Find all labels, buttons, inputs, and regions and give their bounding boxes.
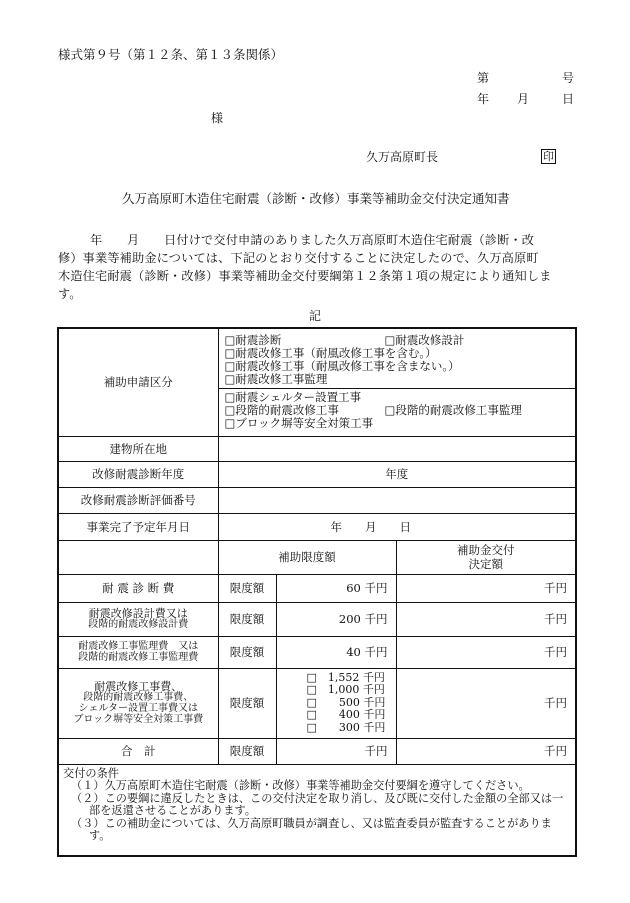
works-option[interactable]: □ 500 千円 [306, 695, 386, 709]
row-name-line: シェルター設置工事費又は [78, 703, 198, 714]
limit-word: 限度額 [218, 668, 276, 738]
limit-word: 限度額 [218, 738, 276, 764]
decision-header-line: 補助金交付 [457, 543, 515, 557]
row-name-line: 段階的耐震改修工事費、 [83, 692, 194, 703]
completion-row [58, 513, 576, 540]
row-name-line: ブロック塀等安全対策工事費 [73, 714, 204, 725]
location-value[interactable] [218, 436, 576, 461]
row-name [58, 636, 218, 668]
condition-item: （２）この要綱に違反したときは、この交付決定を取り消し、及び既に交付した金額の全部又は一部を返還させることがあります。 [71, 791, 564, 818]
limit-word: 限度額 [218, 574, 276, 602]
total-limit: 千円 [276, 738, 396, 764]
category-options [218, 328, 576, 436]
option-group-b [219, 391, 576, 430]
limit-word: 限度額 [218, 602, 276, 636]
conditions-title: 交付の条件 [63, 766, 119, 780]
addressee-suffix: 様 [211, 111, 224, 125]
body-line-1: 年 月 日付けで交付申請のありました久万高原町木造住宅耐震（診断・改 [90, 233, 535, 247]
option-checkbox[interactable]: □耐震改修工事監理 [224, 372, 328, 387]
decision-amount[interactable]: 千円 [396, 574, 576, 602]
option-checkbox[interactable]: □耐震改修設計 [384, 333, 465, 348]
option-checkbox[interactable]: □段階的耐震改修工事 [224, 403, 339, 418]
date-year: 年 [477, 92, 490, 106]
works-option[interactable]: □ 300 千円 [306, 720, 386, 734]
decision-amount[interactable]: 千円 [396, 668, 576, 738]
amount-row-works [58, 668, 576, 738]
body-line-2: 修）事業等補助金については、下記のとおり交付することに決定したので、久万高原町 [58, 251, 539, 265]
decision-header [396, 540, 576, 574]
amount-header-blank [58, 540, 218, 574]
issuer-name: 久万高原町長 [366, 150, 439, 164]
row-name-line: 耐震改修工事費、 [94, 680, 183, 693]
date-day: 日 [562, 92, 575, 106]
form-number: 様式第９号（第１２条、第１３条関係） [58, 47, 284, 62]
limit-amount: 40 千円 [276, 636, 396, 668]
completion-value[interactable]: 年 月 日 [218, 513, 576, 540]
condition-item: （１）久万高原町木造住宅耐震（診断・改修）事業等補助金交付要綱を遵守してください。 [71, 779, 530, 793]
subsidy-table [57, 327, 577, 857]
option-checkbox[interactable]: □耐震シェルター設置工事 [224, 390, 362, 405]
row-name-line: 段階的耐震改修工事監理費 [78, 652, 199, 663]
seal-mark: 印 [543, 150, 554, 163]
row-name-line: 耐震改修設計費又は [88, 607, 188, 620]
option-checkbox[interactable]: □耐震改修工事（耐風改修工事を含む。） [224, 346, 437, 361]
conditions-box [58, 764, 576, 856]
location-row [58, 436, 576, 461]
limit-word: 限度額 [218, 636, 276, 668]
row-name [58, 668, 218, 738]
eval-no-row [58, 487, 576, 513]
body-line-3: 木造住宅耐震（診断・改修）事業等補助金交付要綱第１２条第１項の規定により通知しま [58, 269, 552, 283]
option-checkbox[interactable]: □段階的耐震改修工事監理 [384, 403, 522, 418]
conditions-row [58, 764, 576, 856]
total-row [58, 738, 576, 764]
works-option[interactable]: □ 1,552 千円 [306, 670, 385, 684]
amount-row-supervision [58, 636, 576, 668]
works-option[interactable]: □ 400 千円 [306, 708, 386, 722]
decision-amount[interactable]: 千円 [396, 602, 576, 636]
option-checkbox[interactable]: □耐震診断 [224, 333, 282, 348]
row-name: 耐 震 診 断 費 [58, 574, 218, 602]
document-title: 久万高原町木造住宅耐震（診断・改修）事業等補助金交付決定通知書 [122, 191, 510, 206]
row-name-line: 段階的耐震改修設計費 [88, 619, 189, 630]
eval-no-value[interactable] [218, 487, 576, 513]
total-decision[interactable]: 千円 [396, 738, 576, 764]
option-divider [219, 388, 576, 389]
body-line-4: す。 [58, 287, 82, 301]
row-name-line: 耐震改修工事監理費 又は [78, 641, 199, 652]
category-row [58, 328, 576, 436]
works-option[interactable]: □ 1,000 千円 [306, 683, 385, 697]
decision-amount[interactable]: 千円 [396, 636, 576, 668]
diag-year-value[interactable]: 年度 [218, 461, 576, 487]
ki-heading: 記 [309, 309, 322, 323]
diag-year-label: 改修耐震診断年度 [58, 461, 218, 487]
option-checkbox[interactable]: □ブロック塀等安全対策工事 [224, 416, 374, 431]
eval-no-label: 改修耐震診断評価番号 [58, 487, 218, 513]
amount-header-row [58, 540, 576, 574]
condition-item: （３）この補助金については、久万高原町職員が調査し、又は監査委員が監査することがあります。 [71, 816, 552, 843]
limit-amount: 200 千円 [276, 602, 396, 636]
amount-row-diagnosis [58, 574, 576, 602]
option-checkbox[interactable]: □耐震改修工事（耐風改修工事を含まない。） [224, 359, 460, 374]
decision-header-line: 決定額 [468, 557, 503, 571]
completion-label: 事業完了予定年月日 [58, 513, 218, 540]
row-name [58, 602, 218, 636]
option-group-a [219, 334, 576, 386]
doc-number-suffix: 号 [562, 71, 575, 85]
total-label: 合 計 [58, 738, 218, 764]
date-month: 月 [517, 92, 530, 106]
category-label: 補助申請区分 [58, 328, 218, 436]
diag-year-row [58, 461, 576, 487]
doc-number-prefix: 第 [477, 71, 490, 85]
location-label: 建物所在地 [58, 436, 218, 461]
limit-header: 補助限度額 [218, 540, 396, 574]
works-limit-options [276, 668, 396, 738]
amount-row-design [58, 602, 576, 636]
limit-amount: 60 千円 [276, 574, 396, 602]
